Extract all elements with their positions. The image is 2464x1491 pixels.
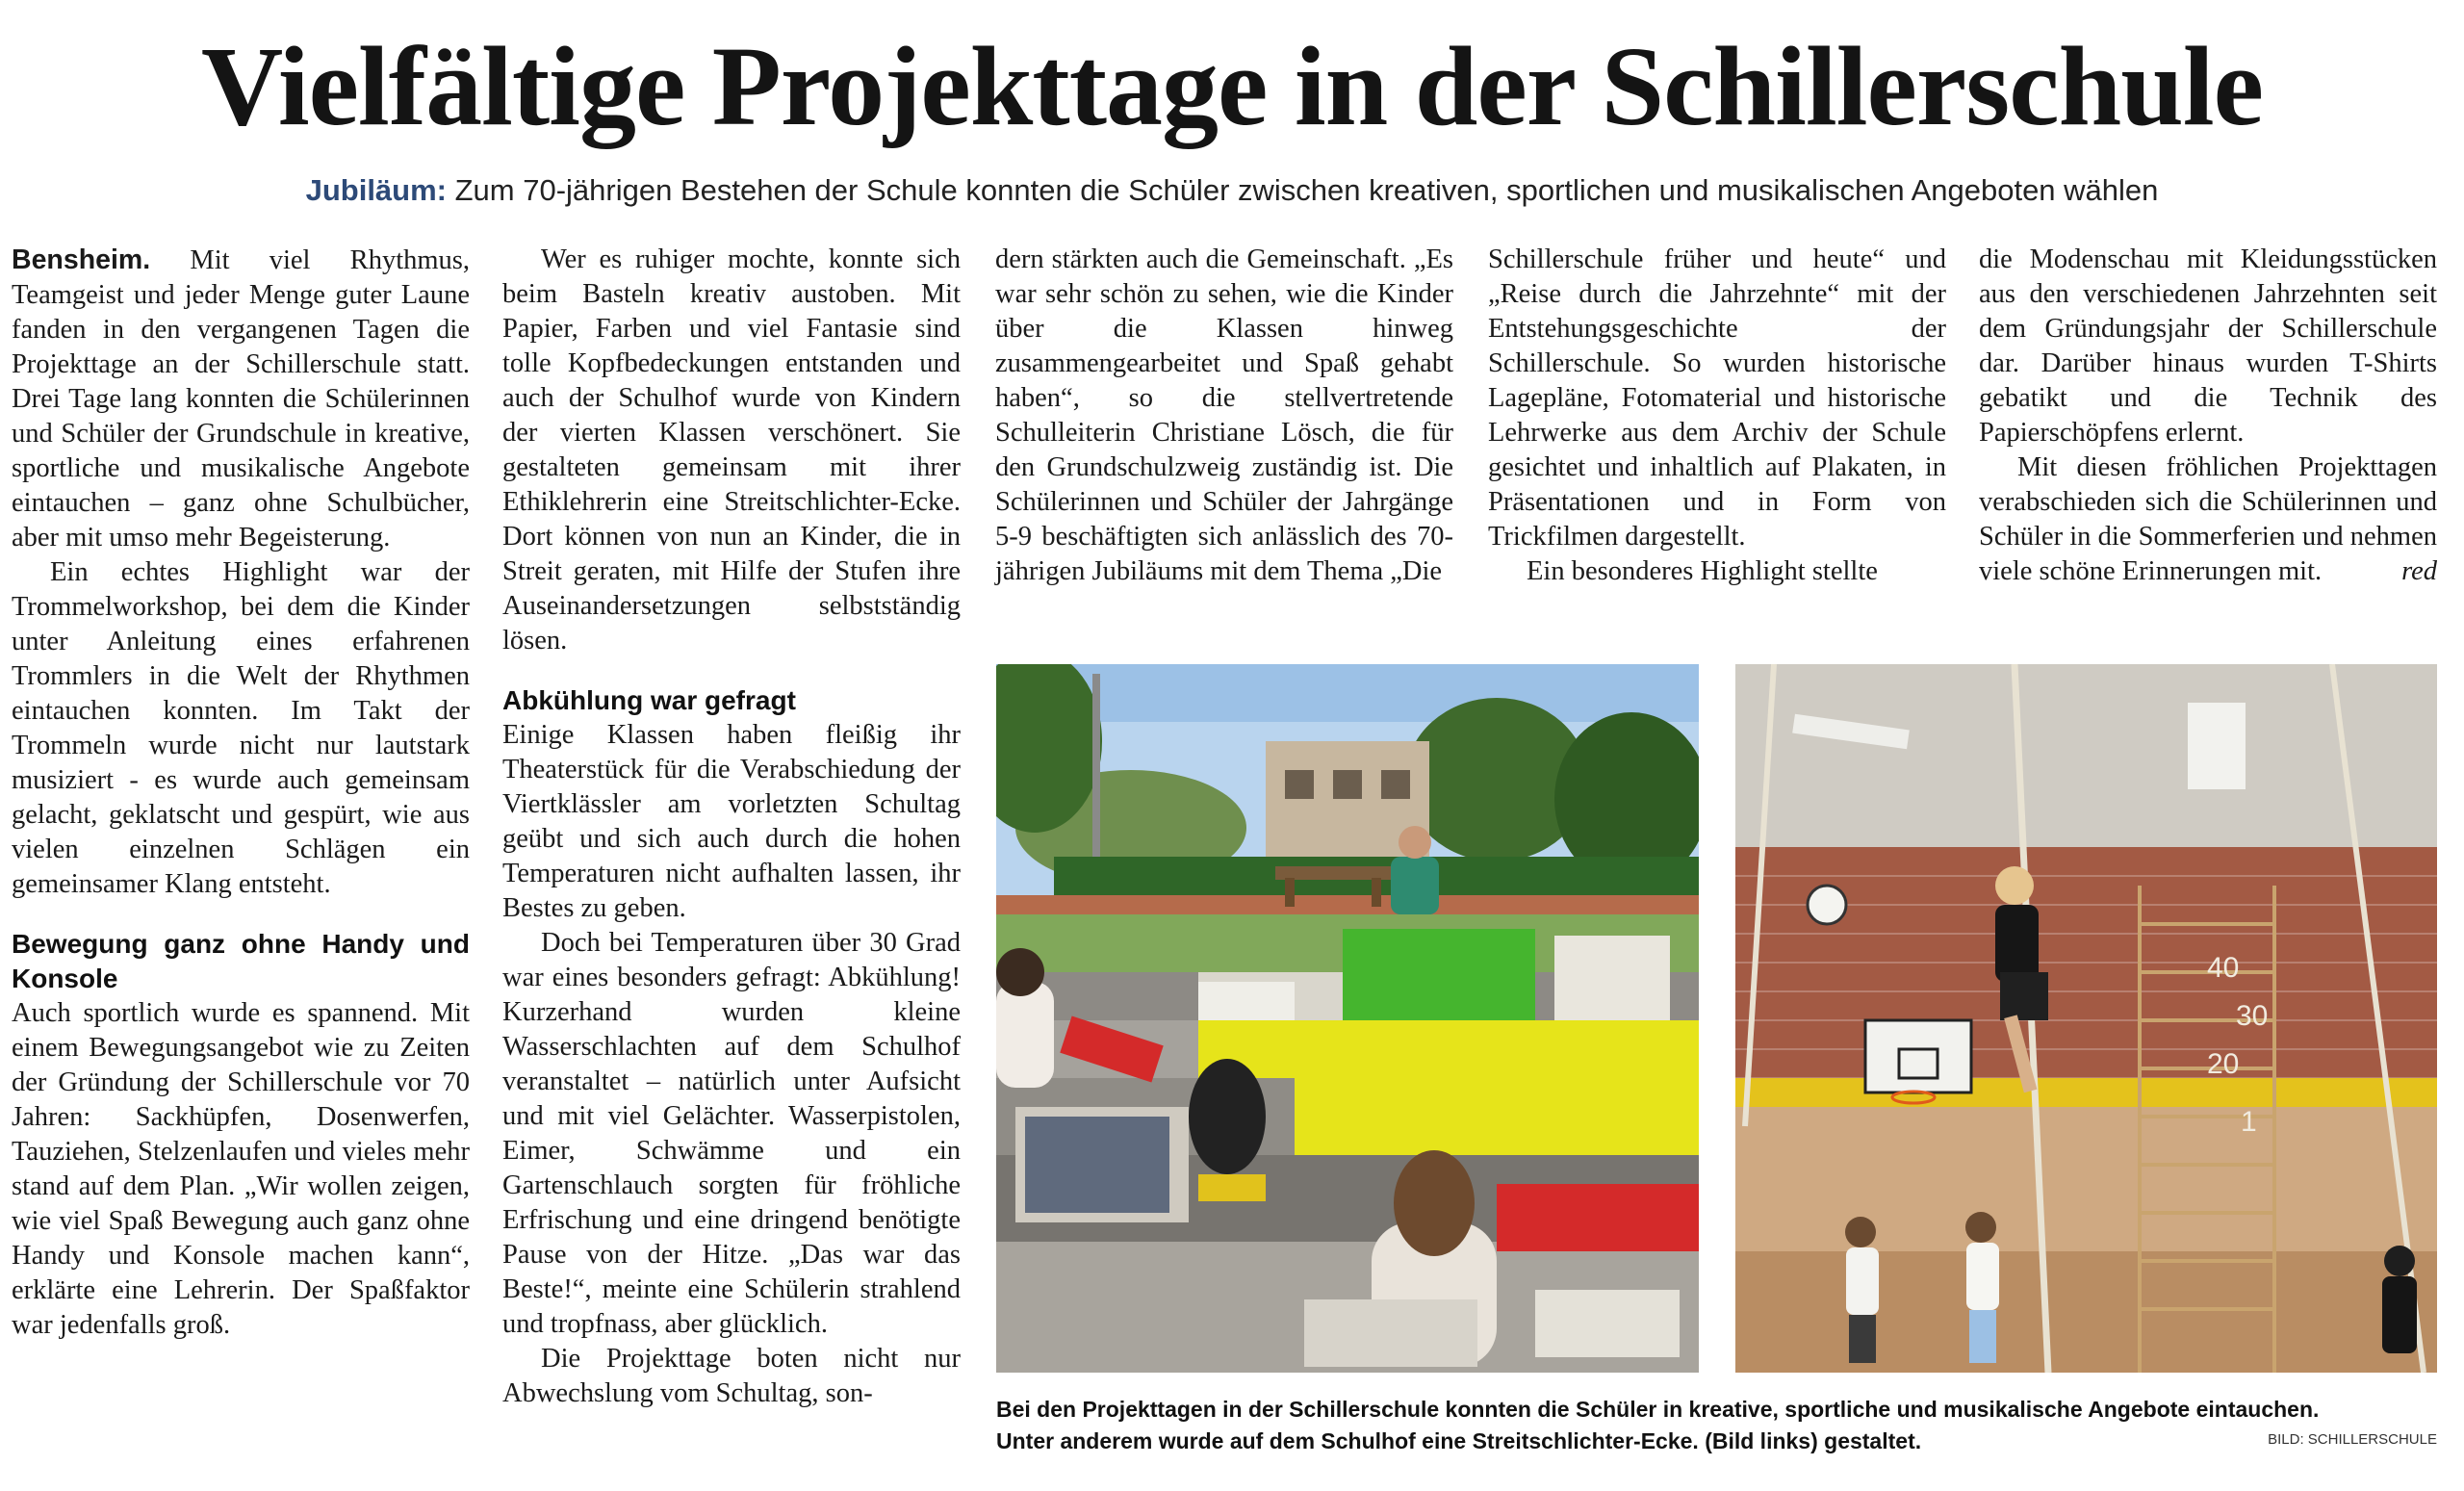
subheading: Abkühlung war gefragt xyxy=(502,685,796,715)
photo-gym-climbing xyxy=(1735,664,2437,1373)
subheading: Bewegung ganz ohne Handy und Konsole xyxy=(12,929,470,993)
photo-credit: BILD: SCHILLERSCHULE xyxy=(2268,1431,2437,1448)
subheadline xyxy=(0,171,2464,210)
paragraph: Ein besonderes Highlight stellte xyxy=(1527,556,1878,586)
subhead-kicker: Jubiläum: xyxy=(305,173,447,207)
article-column-2 xyxy=(502,243,961,1411)
paragraph: dern stärkten auch die Gemeinschaft. „Es war sehr schön zu sehen, wie die Kinder über die Klassen hinweg zusammengearbeitet und Spaß gehabt haben“, so die stellvertretende Schulleiterin Christiane Lösch, die für den Grundschulzweig zuständig ist. Die Schülerinnen und Schüler der Jahrgänge 5-9 beschäftigten sich anlässlich des 70-jährigen Jubiläums mit dem Thema „Die xyxy=(995,244,1453,586)
caption-line: Bei den Projekttagen in der Schillerschule konnten die Schüler in kreative, sportliche und musikalische Angebote eintauchen. xyxy=(996,1397,2320,1422)
paragraph: Schillerschule früher und heute“ und „Reise durch die Jahrzehnte“ mit der Entstehungsgeschichte der Schillerschule. So wurden historische Lagepläne, Fotomaterial und historische Lehrwerke aus dem Archiv der Schule gesichtet und inhaltlich auf Plakaten, in Präsentationen und in Form von Trickfilmen dargestellt. xyxy=(1488,244,1946,552)
paragraph: Einige Klassen haben fleißig ihr Theaterstück für die Verabschiedung der Viertklässler am vorletzten Schultag geübt und sich auch durch die hohen Temperaturen nicht aufhalten lassen, ihr Bestes zu geben. xyxy=(502,720,961,923)
article-column-4 xyxy=(1488,243,1946,589)
dateline: Bensheim. xyxy=(12,244,151,275)
schoolyard-illustration xyxy=(996,664,1699,1373)
gym-illustration xyxy=(1735,664,2437,1373)
paragraph: Die Projekttage boten nicht nur Abwechslung vom Schultag, son- xyxy=(502,1344,961,1408)
article-column-5 xyxy=(1979,243,2437,589)
paragraph: die Modenschau mit Kleidungsstücken aus den verschiedenen Jahrzehnten seit dem Gründungsjahr der Schillerschule dar. Darüber hinaus wurden T-Shirts gebatikt und die Technik des Papierschöpfens erlernt. xyxy=(1979,244,2437,448)
headline: Vielfältige Projekttage in der Schillerschule xyxy=(201,23,2263,149)
author-tag: red xyxy=(2401,556,2437,586)
caption-line: Unter anderem wurde auf dem Schulhof eine Streitschlichter-Ecke. (Bild links) gestaltet. xyxy=(996,1428,1922,1453)
article-column-3 xyxy=(995,243,1453,589)
subhead-text: Zum 70-jährigen Bestehen der Schule konnten die Schüler zwischen kreativen, sportlichen und musikalischen Angeboten wählen xyxy=(447,173,2159,207)
paragraph: Mit diesen fröhlichen Projekttagen verabschieden sich die Schülerinnen und Schüler in die Sommerferien und nehmen viele schöne Erinnerungen mit. red xyxy=(1979,450,2437,589)
paragraph: Wer es ruhiger mochte, konnte sich beim Basteln kreativ austoben. Mit Papier, Farben und viel Fantasie sind tolle Kopfbedeckungen entstanden und auch der Schulhof wurde von Kindern der vierten Klassen verschönert. Sie gestalteten gemeinsam mit ihrer Ethiklehrerin eine Streitschlichter-Ecke. Dort können von nun an Kinder, die in Streit geraten, mit Hilfe der Stufen ihre Auseinandersetzungen selbstständig lösen. xyxy=(502,244,961,656)
gym-number: 1 xyxy=(2241,1106,2257,1138)
paragraph: Doch bei Temperaturen über 30 Grad war eines besonders gefragt: Abkühlung! Kurzerhand wurden kleine Wasserschlachten auf dem Schulhof veranstaltet – natürlich unter Aufsicht und mit viel Gelächter. Wasserpistolen, Eimer, Schwämme und ein Gartenschlauch sorgten für fröhliche Erfrischung und eine dringend benötigte Pause von der Hitze. „Das war das Beste!“, meinte eine Schülerin strahlend und tropfnass, aber glücklich. xyxy=(502,928,961,1339)
gym-number: 30 xyxy=(2236,1000,2269,1032)
paragraph: Ein echtes Highlight war der Trommelworkshop, bei dem die Kinder unter Anleitung eines erfahrenen Trommlers in die Welt der Rhythmen eintauchen konnten. Im Takt der Trommeln wurde nicht nur lautstark musiziert - es wurde auch gemeinsam gelacht, geklatscht und gespürt, wie aus vielen einzelnen Schlägen ein gemeinsamer Klang entsteht. xyxy=(12,557,470,899)
article-column-1 xyxy=(12,243,470,1343)
gym-number: 20 xyxy=(2207,1048,2240,1080)
photo-schoolyard-steps xyxy=(996,664,1699,1373)
paragraph: Auch sportlich wurde es spannend. Mit einem Bewegungsangebot wie zu Zeiten der Gründung der Schillerschule vor 70 Jahren: Sackhüpfen, Dosenwerfen, Tauziehen, Stelzenlaufen und vieles mehr stand auf dem Plan. „Wir wollen zeigen, wie viel Spaß Bewegung auch ganz ohne Handy und Konsole machen kann“, erklärte eine Lehrerin. Der Spaßfaktor war jedenfalls groß. xyxy=(12,998,470,1340)
gym-number: 40 xyxy=(2207,952,2240,984)
paragraph: Bensheim. Mit viel Rhythmus, Teamgeist und jeder Menge guter Laune fanden in den vergangenen Tagen die Projekttage an der Schillerschule statt. Drei Tage lang konnten die Schülerinnen und Schüler der Grundschule in kreative, sportliche und musikalische Angebote eintauchen – ganz ohne Schulbücher, aber mit umso mehr Begeisterung. xyxy=(12,244,470,553)
photo-caption xyxy=(996,1394,2440,1457)
